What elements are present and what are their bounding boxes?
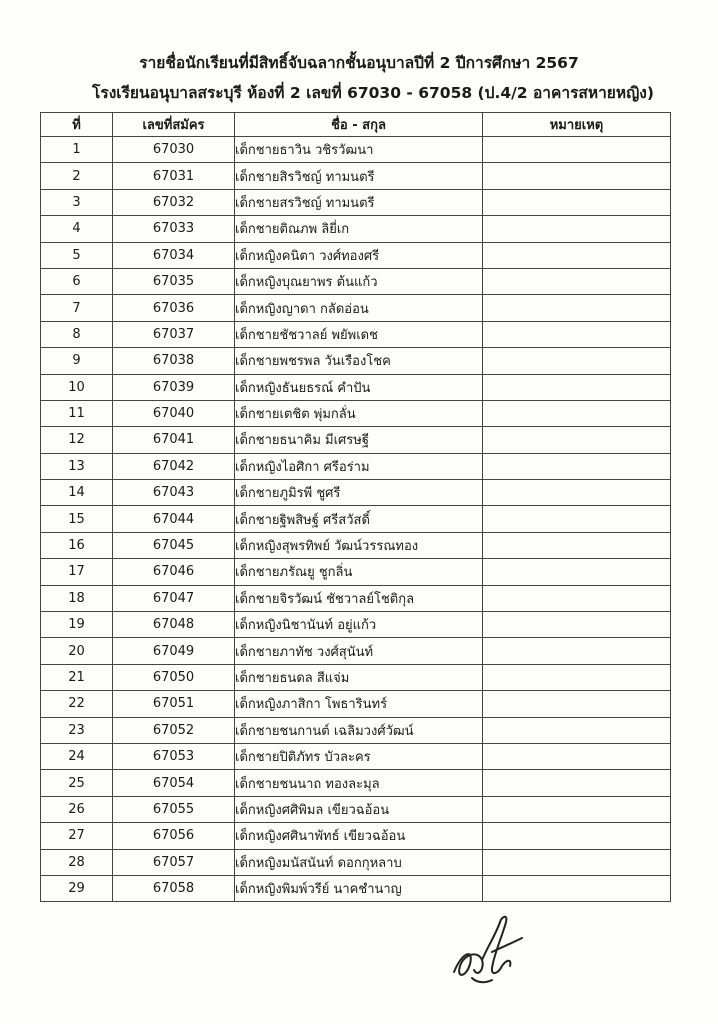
table-row <box>41 875 671 901</box>
table-row <box>41 559 671 585</box>
cell-note <box>483 532 671 558</box>
table-row <box>41 427 671 453</box>
cell-note <box>483 137 671 163</box>
cell-student-name: เด็กชายจิรวัฒน์ ชัชวาลย์โชติกุล <box>235 585 483 611</box>
cell-application-id: 67053 <box>113 743 235 769</box>
table-row <box>41 189 671 215</box>
cell-application-id: 67052 <box>113 717 235 743</box>
table-row <box>41 585 671 611</box>
cell-note <box>483 348 671 374</box>
cell-student-name: เด็กชายภรัณยู ชูกลิ่น <box>235 559 483 585</box>
cell-application-id: 67050 <box>113 664 235 690</box>
cell-note <box>483 268 671 294</box>
cell-no: 7 <box>41 295 113 321</box>
document-title: รายชื่อนักเรียนที่มีสิทธิ์จับฉลากชั้นอนุบาลปีที่ 2 ปีการศึกษา 2567 <box>139 54 579 72</box>
column-header-no: ที่ <box>41 113 113 137</box>
cell-student-name: เด็กชายภาทัช วงศ์สุนันท์ <box>235 638 483 664</box>
table-row <box>41 137 671 163</box>
cell-no: 17 <box>41 559 113 585</box>
cell-note <box>483 242 671 268</box>
cell-student-name: เด็กชายชัชวาลย์ พยัพเดช <box>235 321 483 347</box>
cell-student-name: เด็กชายชนนาถ ทองละมุล <box>235 770 483 796</box>
cell-note <box>483 823 671 849</box>
cell-student-name: เด็กหญิงญาดา กลัดอ่อน <box>235 295 483 321</box>
cell-note <box>483 427 671 453</box>
cell-no: 10 <box>41 374 113 400</box>
cell-student-name: เด็กชายฐิพสิษฐ์ ศรีสวัสดิ์ <box>235 506 483 532</box>
cell-student-name: เด็กหญิงคนิตา วงศ์ทองศรี <box>235 242 483 268</box>
cell-student-name: เด็กหญิงภาสิกา โพธารินทร์ <box>235 691 483 717</box>
cell-application-id: 67035 <box>113 268 235 294</box>
table-header-row <box>41 113 671 137</box>
cell-note <box>483 506 671 532</box>
table-row <box>41 400 671 426</box>
table-row <box>41 691 671 717</box>
cell-student-name: เด็กชายสรวิชญ์ ทามนตรี <box>235 189 483 215</box>
cell-no: 21 <box>41 664 113 690</box>
cell-application-id: 67043 <box>113 480 235 506</box>
table-row <box>41 717 671 743</box>
table-row <box>41 743 671 769</box>
cell-note <box>483 612 671 638</box>
cell-no: 12 <box>41 427 113 453</box>
cell-no: 25 <box>41 770 113 796</box>
cell-no: 1 <box>41 137 113 163</box>
signature-icon <box>448 908 538 988</box>
table-row <box>41 849 671 875</box>
cell-student-name: เด็กหญิงธันยธรณ์ คำปัน <box>235 374 483 400</box>
table-row <box>41 612 671 638</box>
cell-student-name: เด็กชายปิติภัทร บัวละคร <box>235 743 483 769</box>
cell-note <box>483 875 671 901</box>
cell-no: 16 <box>41 532 113 558</box>
table-row <box>41 268 671 294</box>
cell-no: 22 <box>41 691 113 717</box>
table-row <box>41 823 671 849</box>
cell-application-id: 67041 <box>113 427 235 453</box>
cell-note <box>483 770 671 796</box>
cell-note <box>483 743 671 769</box>
cell-student-name: เด็กชายธาวิน วชิรวัฒนา <box>235 137 483 163</box>
cell-application-id: 67031 <box>113 163 235 189</box>
cell-no: 27 <box>41 823 113 849</box>
cell-no: 5 <box>41 242 113 268</box>
cell-application-id: 67047 <box>113 585 235 611</box>
cell-no: 2 <box>41 163 113 189</box>
cell-application-id: 67046 <box>113 559 235 585</box>
cell-no: 14 <box>41 480 113 506</box>
table-row <box>41 638 671 664</box>
cell-note <box>483 321 671 347</box>
cell-note <box>483 585 671 611</box>
cell-student-name: เด็กหญิงพิมพ์วรีย์ นาคชำนาญ <box>235 875 483 901</box>
cell-note <box>483 453 671 479</box>
cell-application-id: 67058 <box>113 875 235 901</box>
cell-application-id: 67056 <box>113 823 235 849</box>
table-row <box>41 453 671 479</box>
cell-student-name: เด็กชายธนดล สีแจ่ม <box>235 664 483 690</box>
cell-note <box>483 691 671 717</box>
cell-note <box>483 189 671 215</box>
cell-no: 18 <box>41 585 113 611</box>
table-row <box>41 242 671 268</box>
cell-application-id: 67045 <box>113 532 235 558</box>
cell-note <box>483 163 671 189</box>
cell-application-id: 67036 <box>113 295 235 321</box>
table-row <box>41 216 671 242</box>
table-row <box>41 163 671 189</box>
document-subtitle: โรงเรียนอนุบาลสระบุรี ห้องที่ 2 เลขที่ 67030 - 67058 (ป.4/2 อาคารสหายหญิง) <box>92 84 654 102</box>
cell-note <box>483 796 671 822</box>
student-table <box>40 112 671 902</box>
table-row <box>41 374 671 400</box>
cell-application-id: 67030 <box>113 137 235 163</box>
cell-no: 3 <box>41 189 113 215</box>
table-row <box>41 796 671 822</box>
cell-note <box>483 400 671 426</box>
cell-student-name: เด็กหญิงสุพรทิพย์ วัฒน์วรรณทอง <box>235 532 483 558</box>
cell-note <box>483 480 671 506</box>
cell-application-id: 67034 <box>113 242 235 268</box>
cell-no: 29 <box>41 875 113 901</box>
column-header-note: หมายเหตุ <box>483 113 671 137</box>
cell-no: 24 <box>41 743 113 769</box>
cell-student-name: เด็กหญิงบุณยาพร ต้นแก้ว <box>235 268 483 294</box>
table-row <box>41 321 671 347</box>
cell-student-name: เด็กหญิงนิชานันท์ อยู่แก้ว <box>235 612 483 638</box>
cell-application-id: 67032 <box>113 189 235 215</box>
column-header-name: ชื่อ - สกุล <box>235 113 483 137</box>
cell-application-id: 67057 <box>113 849 235 875</box>
cell-note <box>483 374 671 400</box>
cell-application-id: 67049 <box>113 638 235 664</box>
cell-note <box>483 638 671 664</box>
cell-student-name: เด็กหญิงศศินาพัทธ์ เขียวฉอ้อน <box>235 823 483 849</box>
cell-application-id: 67040 <box>113 400 235 426</box>
table-row <box>41 295 671 321</box>
cell-no: 19 <box>41 612 113 638</box>
cell-note <box>483 295 671 321</box>
table-row <box>41 506 671 532</box>
cell-no: 11 <box>41 400 113 426</box>
cell-no: 28 <box>41 849 113 875</box>
cell-no: 9 <box>41 348 113 374</box>
cell-note <box>483 849 671 875</box>
cell-no: 8 <box>41 321 113 347</box>
cell-no: 23 <box>41 717 113 743</box>
cell-application-id: 67044 <box>113 506 235 532</box>
cell-application-id: 67055 <box>113 796 235 822</box>
column-header-id: เลขที่สมัคร <box>113 113 235 137</box>
cell-note <box>483 559 671 585</box>
cell-note <box>483 216 671 242</box>
cell-application-id: 67039 <box>113 374 235 400</box>
cell-student-name: เด็กชายพชรพล วันเรืองโชค <box>235 348 483 374</box>
cell-student-name: เด็กหญิงมนัสนันท์ ดอกกุหลาบ <box>235 849 483 875</box>
table-row <box>41 532 671 558</box>
cell-no: 6 <box>41 268 113 294</box>
cell-no: 15 <box>41 506 113 532</box>
cell-no: 26 <box>41 796 113 822</box>
cell-student-name: เด็กชายธนาคิม มีเศรษฐี <box>235 427 483 453</box>
table-row <box>41 664 671 690</box>
cell-application-id: 67037 <box>113 321 235 347</box>
cell-application-id: 67051 <box>113 691 235 717</box>
cell-no: 20 <box>41 638 113 664</box>
cell-student-name: เด็กชายชนกานต์ เฉลิมวงศ์วัฒน์ <box>235 717 483 743</box>
cell-application-id: 67038 <box>113 348 235 374</box>
cell-application-id: 67054 <box>113 770 235 796</box>
cell-student-name: เด็กชายเตชิต พุ่มกลั่น <box>235 400 483 426</box>
cell-no: 4 <box>41 216 113 242</box>
cell-student-name: เด็กหญิงไอศิกา ศรีอร่าม <box>235 453 483 479</box>
table-row <box>41 770 671 796</box>
cell-student-name: เด็กชายภูมิรพี ชูศรี <box>235 480 483 506</box>
table-body <box>41 137 671 902</box>
table-row <box>41 348 671 374</box>
cell-note <box>483 664 671 690</box>
cell-no: 13 <box>41 453 113 479</box>
table-row <box>41 480 671 506</box>
cell-student-name: เด็กหญิงศศิพิมล เขียวฉอ้อน <box>235 796 483 822</box>
cell-application-id: 67033 <box>113 216 235 242</box>
cell-application-id: 67048 <box>113 612 235 638</box>
cell-note <box>483 717 671 743</box>
cell-student-name: เด็กชายติณภพ ลิยี่เก <box>235 216 483 242</box>
cell-application-id: 67042 <box>113 453 235 479</box>
cell-student-name: เด็กชายสิรวิชญ์ ทามนตรี <box>235 163 483 189</box>
